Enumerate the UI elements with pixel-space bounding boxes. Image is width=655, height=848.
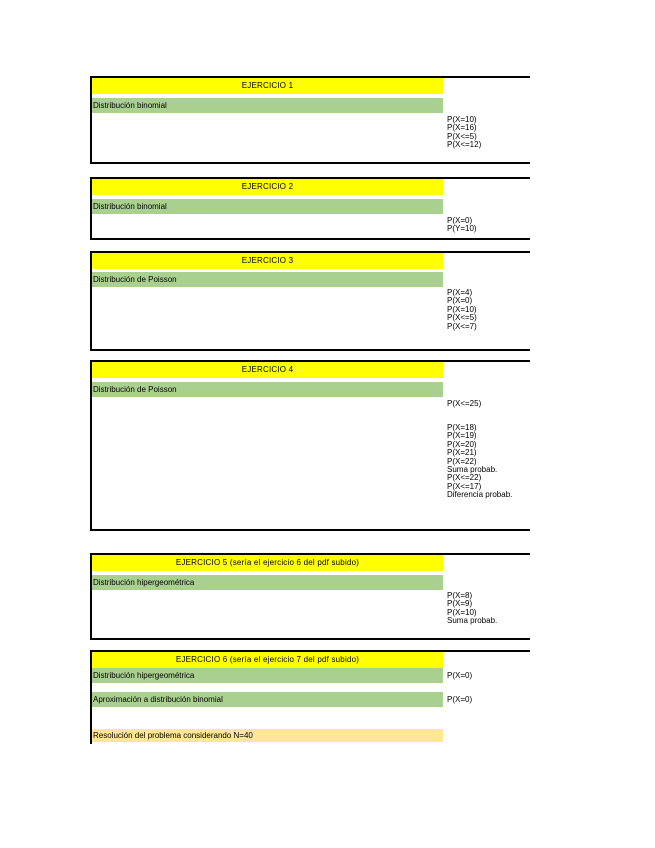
exercise-1-label: P(X=16) [447,123,477,133]
exercise-6-title: EJERCICIO 6 (sería el ejercicio 7 del pdf subido) [92,652,443,668]
exercise-4-subtitle: Distribución de Poisson [92,382,443,397]
exercise-4-label: P(X<=17) [447,481,482,491]
exercise-2-block [90,177,530,240]
exercise-3-label: P(X=0) [447,296,473,306]
exercise-4-block [90,360,530,531]
exercise-5-block [90,553,530,640]
exercise-4-first-label [447,400,530,408]
exercise-6-approx-label: P(X=0) [447,695,473,704]
exercise-2-subtitle: Distribución binomial [92,199,443,214]
exercise-6-block [90,650,530,744]
exercise-1-label: P(X=10) [447,115,477,124]
exercise-3-labels [447,289,530,331]
exercise-6-approx: Aproximación a distribución binomial [92,692,443,707]
exercise-1-subtitle: Distribución binomial [92,98,443,113]
exercise-1-title: EJERCICIO 1 [92,78,443,94]
exercise-3-block [90,251,530,351]
exercise-1-label: P(X<=5) [447,131,477,141]
exercise-1-label: P(X<=12) [447,140,482,150]
exercise-2-title: EJERCICIO 2 [92,179,443,195]
exercise-3-subtitle: Distribución de Poisson [92,272,443,287]
exercise-2-labels [447,217,530,234]
exercise-5-subtitle: Distribución hipergeométrica [92,575,443,590]
exercise-4-label: P(X=19) [447,431,477,441]
exercise-4-title: EJERCICIO 4 [92,362,443,378]
exercise-4-label: P(X<=22) [447,473,482,483]
exercise-5-label: P(X=8) [447,591,473,600]
exercise-3-label: P(X<=5) [447,313,477,323]
exercise-3-label: P(X<=7) [447,321,477,331]
exercise-5-title: EJERCICIO 5 (sería el ejercicio 6 del pdf subido) [92,555,443,571]
exercise-4-label: P(X=20) [447,439,477,449]
exercise-6-resolution: Resolución del problema considerando N=40 [92,729,443,742]
exercise-4-label: P(X=18) [447,423,477,432]
exercise-3-label: P(X=4) [447,288,473,297]
exercise-4-label: Suma probab. [447,465,498,475]
exercise-2-label: P(X=0) [447,216,473,225]
exercise-1-block [90,76,530,164]
exercise-4-label: P(X=21) [447,448,477,458]
exercise-2-label: P(Y=10) [447,224,477,234]
exercise-5-label: P(X=9) [447,599,473,609]
exercise-4-label: Diferencia probab. [447,490,513,500]
exercise-4-label: P(X=22) [447,456,477,466]
exercise-5-label: P(X=10) [447,607,477,617]
exercise-5-labels [447,592,530,626]
exercise-4-labels [447,424,530,500]
exercise-3-label: P(X=10) [447,304,477,314]
exercise-4-label: P(X<=25) [447,399,482,408]
exercise-1-labels [447,116,530,150]
exercise-5-label: Suma probab. [447,616,498,626]
exercise-6-subtitle: Distribución hipergeométrica [92,668,443,683]
exercise-3-title: EJERCICIO 3 [92,253,443,269]
exercise-6-subtitle-label: P(X=0) [447,671,473,680]
